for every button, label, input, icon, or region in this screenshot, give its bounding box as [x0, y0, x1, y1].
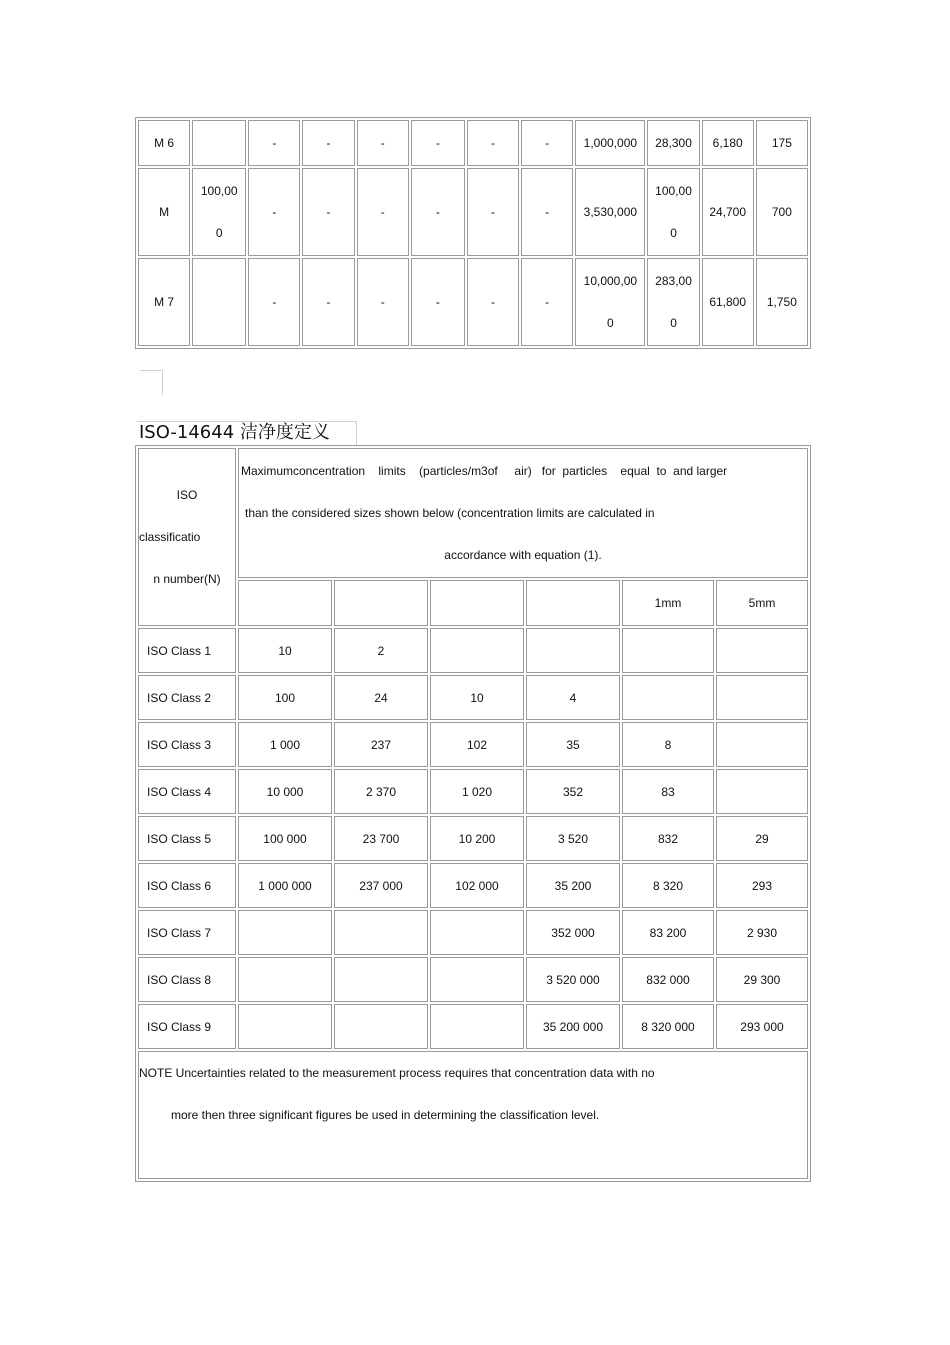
table-cell — [430, 1004, 524, 1049]
table-cell: 237 000 — [334, 863, 428, 908]
table-row — [138, 675, 808, 720]
table-cell: 102 000 — [430, 863, 524, 908]
table-cell — [192, 168, 246, 256]
table-cell: 3 520 000 — [526, 957, 620, 1002]
table-cell: - — [521, 258, 573, 346]
table-cell: - — [357, 120, 409, 166]
table-cell: - — [302, 120, 354, 166]
table-cell: - — [411, 168, 465, 256]
table-cell: 237 — [334, 722, 428, 767]
table-cell: - — [248, 258, 300, 346]
table-cell: - — [467, 258, 519, 346]
table-cell: - — [357, 258, 409, 346]
table-cell: 29 300 — [716, 957, 808, 1002]
table-cell — [238, 1004, 332, 1049]
table-row — [138, 957, 808, 1002]
row-label: M 6 — [138, 120, 190, 166]
table-cell: - — [248, 168, 300, 256]
table-cell: 23 700 — [334, 816, 428, 861]
table-cell — [192, 258, 246, 346]
class-label: ISO Class 5 — [138, 816, 236, 861]
table-cell: 8 320 000 — [622, 1004, 714, 1049]
table-cell — [716, 769, 808, 814]
table-cell: 700 — [756, 168, 808, 256]
table-row — [138, 722, 808, 767]
table-cell — [192, 120, 246, 166]
table-cell: - — [411, 258, 465, 346]
header-row — [138, 448, 808, 578]
size-cell — [238, 580, 332, 626]
table-cell: - — [248, 120, 300, 166]
classification-header — [138, 448, 236, 626]
table-cell — [238, 910, 332, 955]
table-cell: - — [411, 120, 465, 166]
cell-line: 0 — [670, 316, 677, 330]
cell-line: 0 — [607, 316, 614, 330]
table-cell: 293 — [716, 863, 808, 908]
table-row — [138, 769, 808, 814]
table-cell — [430, 628, 524, 673]
header-line: ISO — [176, 488, 198, 502]
table-cell — [716, 722, 808, 767]
row-label: M 7 — [138, 258, 190, 346]
table-cell: 1 000 000 — [238, 863, 332, 908]
table-cell: - — [467, 168, 519, 256]
note-line: more then three significant figures be used in determining the classification level. — [171, 1108, 600, 1122]
table-cell: 10 — [430, 675, 524, 720]
table-cell — [622, 628, 714, 673]
table-cell: 293 000 — [716, 1004, 808, 1049]
size-row — [138, 580, 808, 626]
class-label: ISO Class 7 — [138, 910, 236, 955]
size-cell — [334, 580, 428, 626]
cell-line: 100,00 — [655, 184, 692, 198]
table-row — [138, 1004, 808, 1049]
table-cell: 83 200 — [622, 910, 714, 955]
table-cell — [647, 258, 699, 346]
table-row — [138, 628, 808, 673]
table-cell: 4 — [526, 675, 620, 720]
row-label: M — [138, 168, 190, 256]
class-label: ISO Class 6 — [138, 863, 236, 908]
class-label: ISO Class 1 — [138, 628, 236, 673]
table-cell: 24 — [334, 675, 428, 720]
table-cell — [716, 628, 808, 673]
table-cell: 100 — [238, 675, 332, 720]
table-cell: 2 — [334, 628, 428, 673]
size-cell — [526, 580, 620, 626]
header-line: accordance with equation (1). — [444, 548, 602, 562]
header-line: classificatio — [139, 530, 201, 544]
table-cell: 24,700 — [702, 168, 754, 256]
table-cell — [647, 168, 699, 256]
table-cell — [430, 910, 524, 955]
table-cell: 29 — [716, 816, 808, 861]
concentration-header — [238, 448, 808, 578]
iso-body — [138, 628, 808, 1049]
table-cell: - — [467, 120, 519, 166]
table-cell: 1,000,000 — [575, 120, 645, 166]
table-cell: 1,750 — [756, 258, 808, 346]
table-cell: 61,800 — [702, 258, 754, 346]
class-label: ISO Class 8 — [138, 957, 236, 1002]
size-cell: 1mm — [622, 580, 714, 626]
table-cell: 10 000 — [238, 769, 332, 814]
note-row — [138, 1051, 808, 1179]
cell-line: 100,00 — [200, 184, 238, 198]
table-cell: 352 000 — [526, 910, 620, 955]
header-line: n number(N) — [153, 572, 221, 586]
table-cell: 3,530,000 — [575, 168, 645, 256]
table-cell: - — [357, 168, 409, 256]
table-cell: - — [302, 258, 354, 346]
table-row — [138, 168, 808, 256]
note-cell — [138, 1051, 808, 1179]
cell-line: 10,000,00 — [583, 274, 638, 288]
class-label: ISO Class 4 — [138, 769, 236, 814]
header-line: than the considered sizes shown below (concentration limits are calculated in — [245, 506, 655, 520]
table-cell: 1 000 — [238, 722, 332, 767]
table-cell — [716, 675, 808, 720]
table-cell: - — [521, 168, 573, 256]
size-cell — [430, 580, 524, 626]
table-cell: 1 020 — [430, 769, 524, 814]
table-cell: 832 — [622, 816, 714, 861]
table-cell: 102 — [430, 722, 524, 767]
table-cell: 35 200 — [526, 863, 620, 908]
table-cell: 175 — [756, 120, 808, 166]
cell-line: 0 — [670, 226, 677, 240]
table-row — [138, 120, 808, 166]
class-label: ISO Class 9 — [138, 1004, 236, 1049]
iso-classification-table — [135, 445, 811, 1182]
table-cell: 2 930 — [716, 910, 808, 955]
table-cell: 3 520 — [526, 816, 620, 861]
table-cell — [334, 1004, 428, 1049]
table-cell — [526, 628, 620, 673]
table-cell: 28,300 — [647, 120, 699, 166]
table-cell — [334, 957, 428, 1002]
table-cell — [575, 258, 645, 346]
table-cell: - — [521, 120, 573, 166]
table-row — [138, 258, 808, 346]
section-caption: ISO-14644 洁净度定义 — [139, 422, 330, 443]
cleanliness-table-continued — [135, 117, 811, 349]
class-label: ISO Class 2 — [138, 675, 236, 720]
table-cell: 10 — [238, 628, 332, 673]
table-cell — [238, 957, 332, 1002]
table-cell: 83 — [622, 769, 714, 814]
table-cell — [334, 910, 428, 955]
table-cell: 832 000 — [622, 957, 714, 1002]
header-line: Maximumconcentration limits (particles/m3of air) for particles equal to and larger — [241, 464, 728, 478]
empty-box-marker — [140, 370, 163, 395]
size-cell: 5mm — [716, 580, 808, 626]
table-cell: 2 370 — [334, 769, 428, 814]
table-cell: 35 — [526, 722, 620, 767]
table-row — [138, 863, 808, 908]
table-row — [138, 910, 808, 955]
cell-line: 283,00 — [655, 274, 692, 288]
class-label: ISO Class 3 — [138, 722, 236, 767]
table-cell: 8 — [622, 722, 714, 767]
table-cell: 10 200 — [430, 816, 524, 861]
table-cell — [430, 957, 524, 1002]
table-cell: 6,180 — [702, 120, 754, 166]
table-cell: 35 200 000 — [526, 1004, 620, 1049]
table-cell: 352 — [526, 769, 620, 814]
table-cell — [622, 675, 714, 720]
table-cell: 8 320 — [622, 863, 714, 908]
note-line: NOTE Uncertainties related to the measurement process requires that concentration data with no — [139, 1066, 655, 1080]
table-cell: 100 000 — [238, 816, 332, 861]
table-cell: - — [302, 168, 354, 256]
table-row — [138, 816, 808, 861]
cell-line: 0 — [215, 226, 223, 240]
